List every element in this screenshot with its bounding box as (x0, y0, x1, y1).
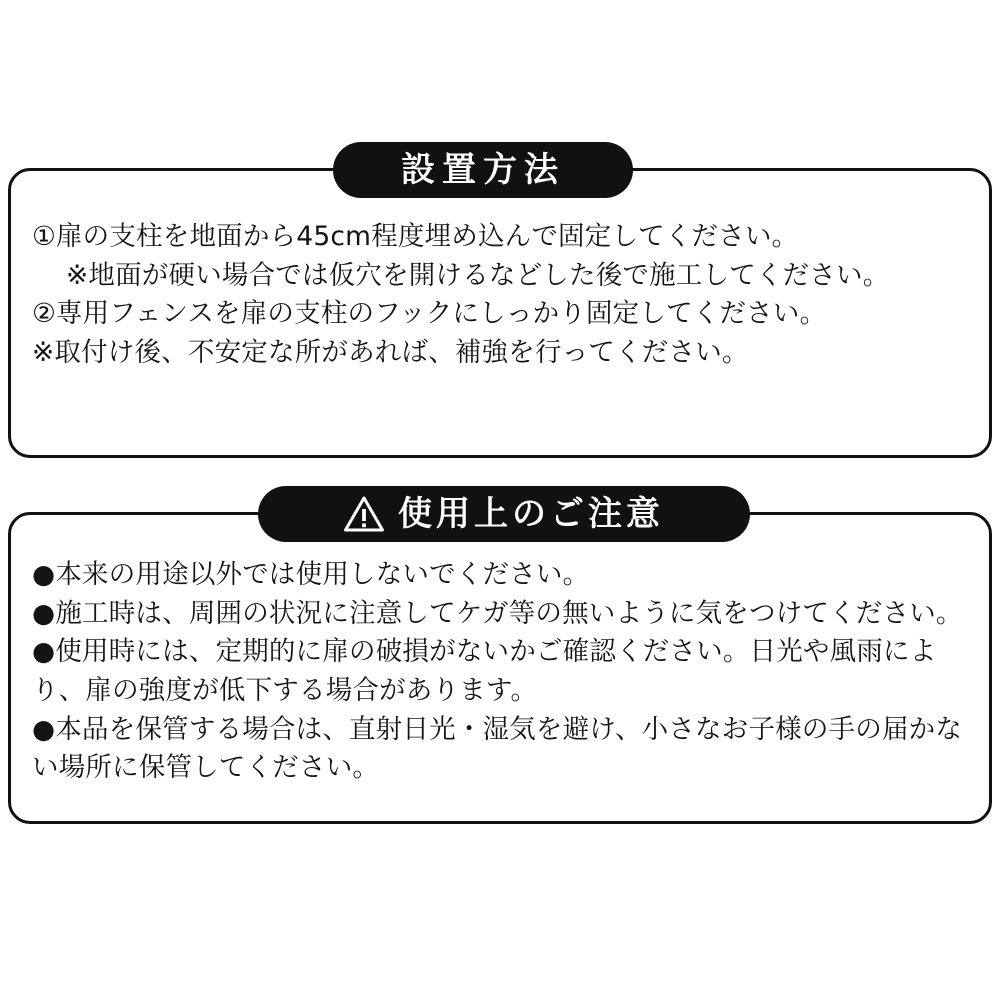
caution-line-2: ●施工時は、周囲の状況に注意してケガ等の無いように気をつけてください。 (32, 597, 963, 629)
caution-heading-label: 使用上のご注意 (398, 494, 664, 534)
install-section-body (32, 218, 962, 373)
install-line-2: ※地面が硬い場合では仮穴を開けるなどした後で施工してください。 (66, 259, 890, 291)
install-heading-label: 設置方法 (401, 150, 565, 190)
warning-triangle-icon (344, 496, 384, 532)
caution-line-1: ●本来の用途以外では使用しないでください。 (32, 559, 590, 590)
caution-line-4: ●本品を保管する場合は、直射日光・湿気を避け、小さなお子様の手の届かない場所に保管してください。 (32, 713, 963, 784)
caution-section-heading (258, 486, 750, 542)
install-line-1: ①扉の支柱を地面から45cm程度埋め込んで固定してください。 (32, 221, 799, 252)
caution-section-body (32, 556, 976, 788)
install-line-4: ※取付け後、不安定な所があれば、補強を行ってください。 (32, 337, 749, 369)
install-line-3: ②専用フェンスを扉の支柱のフックにしっかり固定してください。 (32, 298, 827, 330)
caution-line-3: ●使用時には、定期的に扉の破損がないかご確認ください。日光や風雨により、扉の強度が低下する場合があります。 (32, 636, 937, 707)
install-section-heading (333, 142, 633, 198)
